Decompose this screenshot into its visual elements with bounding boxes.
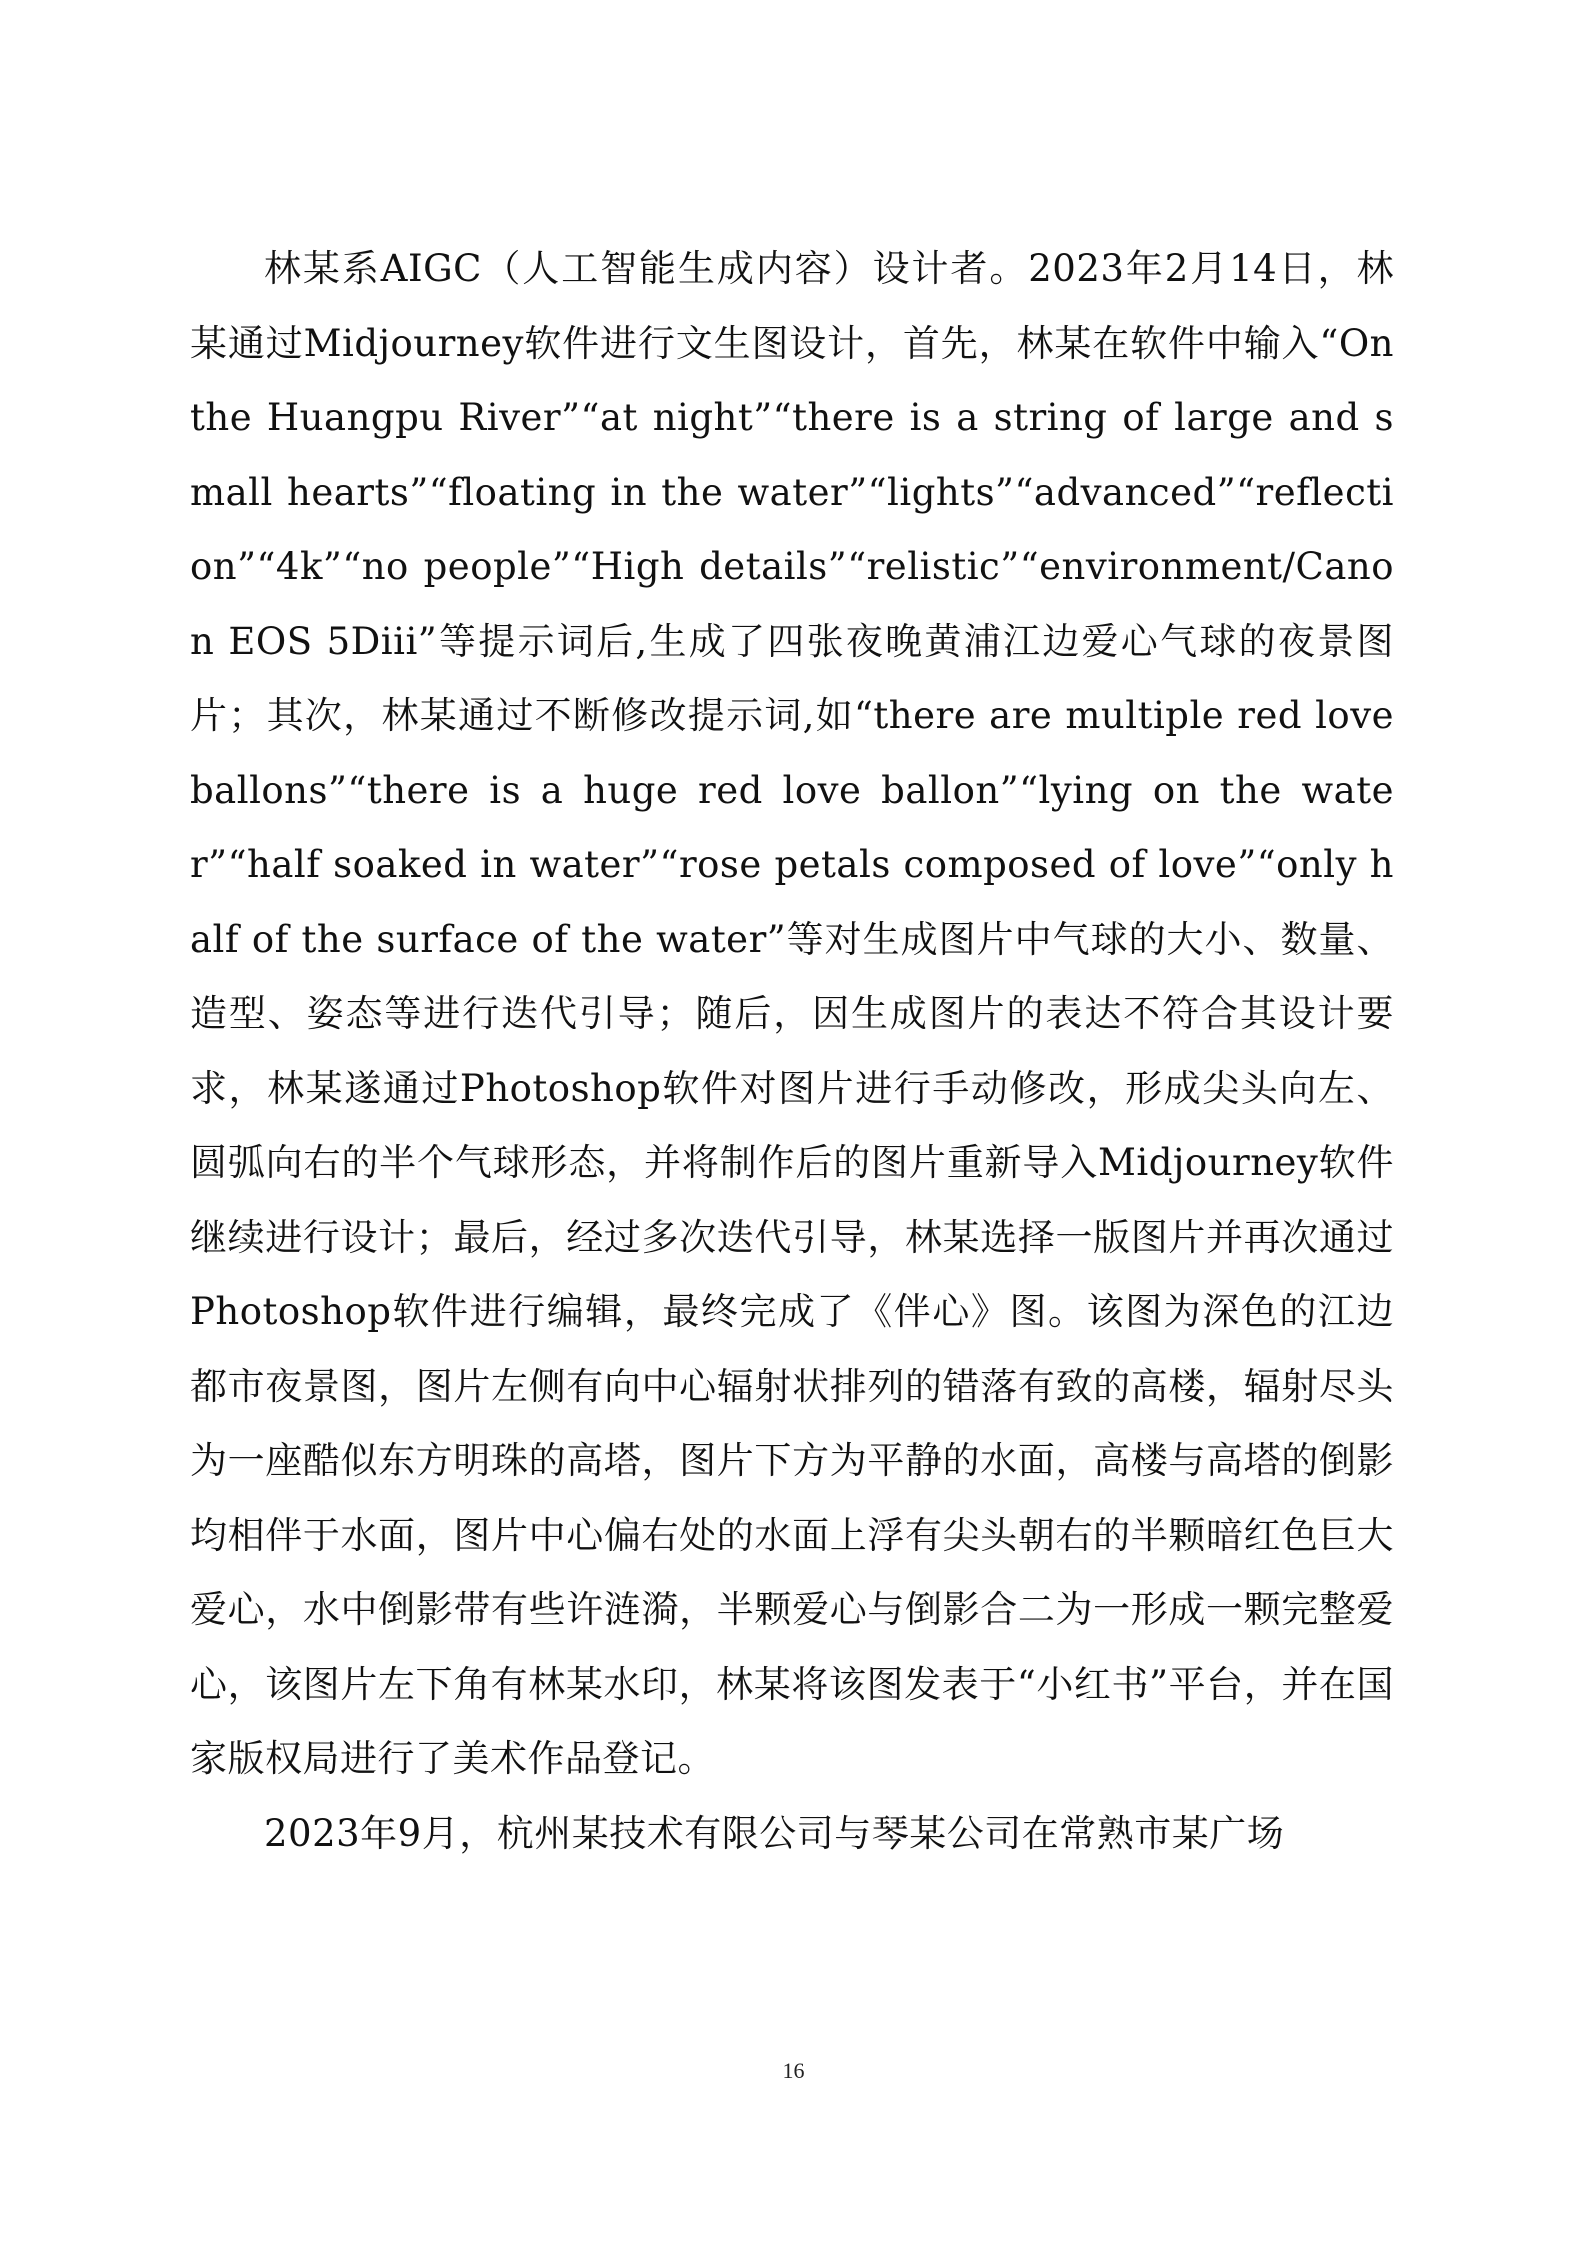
- body-text: [190, 232, 1394, 1871]
- paragraph-2: 2023年9月，杭州某技术有限公司与琴某公司在常熟市某广场: [264, 1811, 1285, 1855]
- page-number: 16: [782, 2058, 805, 2083]
- paragraph-1: 林某系AIGC（人工智能生成内容）设计者。2023年2月14日，林某通过Midjourney软件进行文生图设计，首先，林某在软件中输入“On the Huangpu River”“at night”“there is a string of large and small hearts”“floating in the water”“lights”“advanced”“reflection”“4k”“no people”“High details”“relistic”“environment/Canon EOS 5Diii”等提示词后,生成了四张夜晚黄浦江边爱心气球的夜景图片；其次，林某通过不断修改提示词,如“there are multiple red love ballons”“there is a huge red love ballon”“lying on the water”“half soaked in water”“rose petals composed of love”“only half of the surface of the water”等对生成图片中气球的大小、数量、造型、姿态等进行迭代引导；随后，因生成图片的表达不符合其设计要求，林某遂通过Photoshop软件对图片进行手动修改，形成尖头向左、圆弧向右的半个气球形态，并将制作后的图片重新导入Midjourney软件继续进行设计；最后，经过多次迭代引导，林某选择一版图片并再次通过Photoshop软件进行编辑，最终完成了《伴心》图。该图为深色的江边都市夜景图，图片左侧有向中心辐射状排列的错落有致的高楼，辐射尽头为一座酷似东方明珠的高塔，图片下方为平静的水面，高楼与高塔的倒影均相伴于水面，图片中心偏右处的水面上浮有尖头朝右的半颗暗红色巨大爱心，水中倒影带有些许涟漪，半颗爱心与倒影合二为一形成一颗完整爱心，该图片左下角有林某水印，林某将该图发表于“小红书”平台，并在国家版权局进行了美术作品登记。: [190, 247, 1394, 1780]
